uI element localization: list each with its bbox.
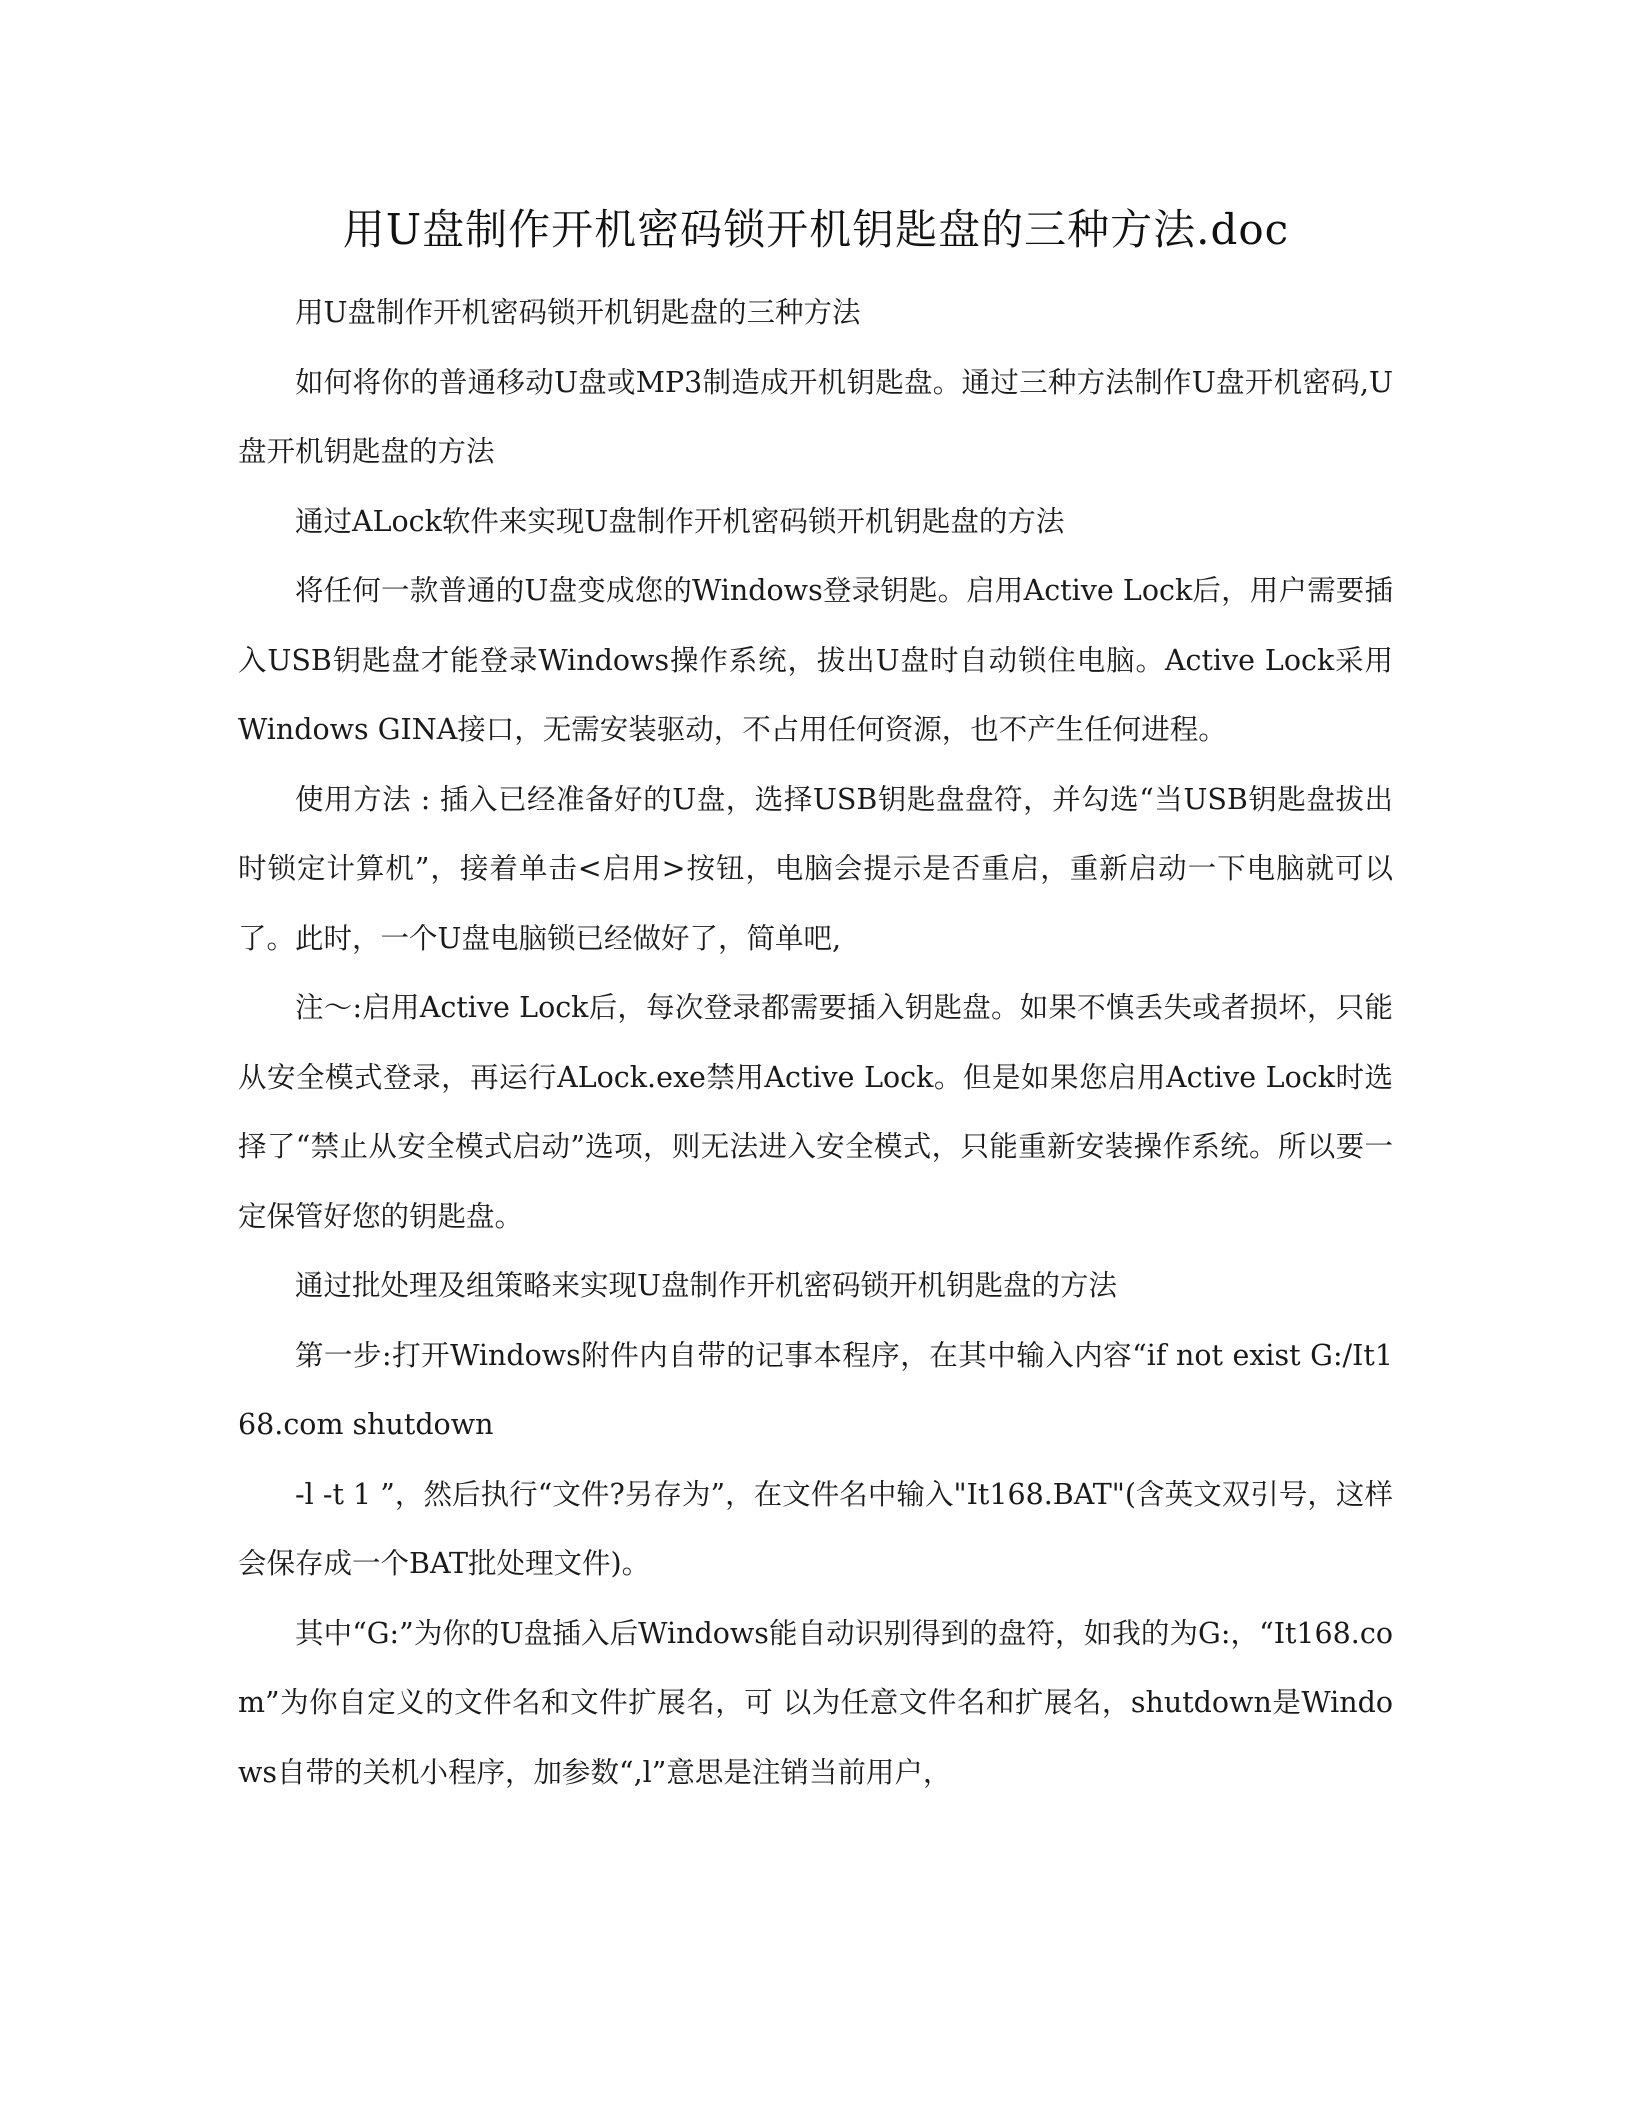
paragraph-method-two-heading: 通过批处理及组策略来实现U盘制作开机密码锁开机钥匙盘的方法 [295,1269,1118,1302]
paragraph-usage: 使用方法 : 插入已经准备好的U盘，选择USB钥匙盘盘符，并勾选“当USB钥匙盘拔出时锁定计算机”，接着单击<启用>按钮，电脑会提示是否重启，重新启动一下电脑就可以了。此时，一个U盘电脑锁已经做好了，简单吧, [238,782,1393,955]
paragraph-note: 注～:启用Active Lock后，每次登录都需要插入钥匙盘。如果不慎丢失或者损坏，只能从安全模式登录，再运行ALock.exe禁用Active Lock。但是如果您启用Active Lock时选择了“禁止从安全模式启动”选项，则无法进入安全模式，只能重新安装操作系统。所以要一定保管好您的钥匙盘。 [238,991,1393,1233]
paragraph-method-one-heading: 通过ALock软件来实现U盘制作开机密码锁开机钥匙盘的方法 [295,504,1065,538]
paragraph-intro: 如何将你的普通移动U盘或MP3制造成开机钥匙盘。通过三种方法制作U盘开机密码,U盘开机钥匙盘的方法 [238,365,1393,468]
document-body [238,278,1393,1807]
paragraph-step-one: 第一步:打开Windows附件内自带的记事本程序，在其中输入内容“if not exist G:/It168.com shutdown [238,1338,1393,1441]
paragraph-subtitle: 用U盘制作开机密码锁开机钥匙盘的三种方法 [295,296,861,329]
paragraph-explanation: 其中“G:”为你的U盘插入后Windows能自动识别得到的盘符，如我的为G:，“It168.com”为你自定义的文件名和文件扩展名，可 以为任意文件名和扩展名，shutdown是Windows自带的关机小程序，加参数“,l”意思是注销当前用户， [238,1616,1393,1789]
document-title: 用U盘制作开机密码锁开机钥匙盘的三种方法.doc [342,205,1290,254]
paragraph-active-lock-description: 将任何一款普通的U盘变成您的Windows登录钥匙。启用Active Lock后，用户需要插入USB钥匙盘才能登录Windows操作系统，拔出U盘时自动锁住电脑。Active Lock采用Windows GINA接口，无需安装驱动，不占用任何资源，也不产生任何进程。 [238,574,1393,746]
paragraph-step-one-continued: -l -t 1 ”，然后执行“文件?另存为”，在文件名中输入"It168.BAT"(含英文双引号，这样会保存成一个BAT批处理文件)。 [238,1477,1393,1580]
